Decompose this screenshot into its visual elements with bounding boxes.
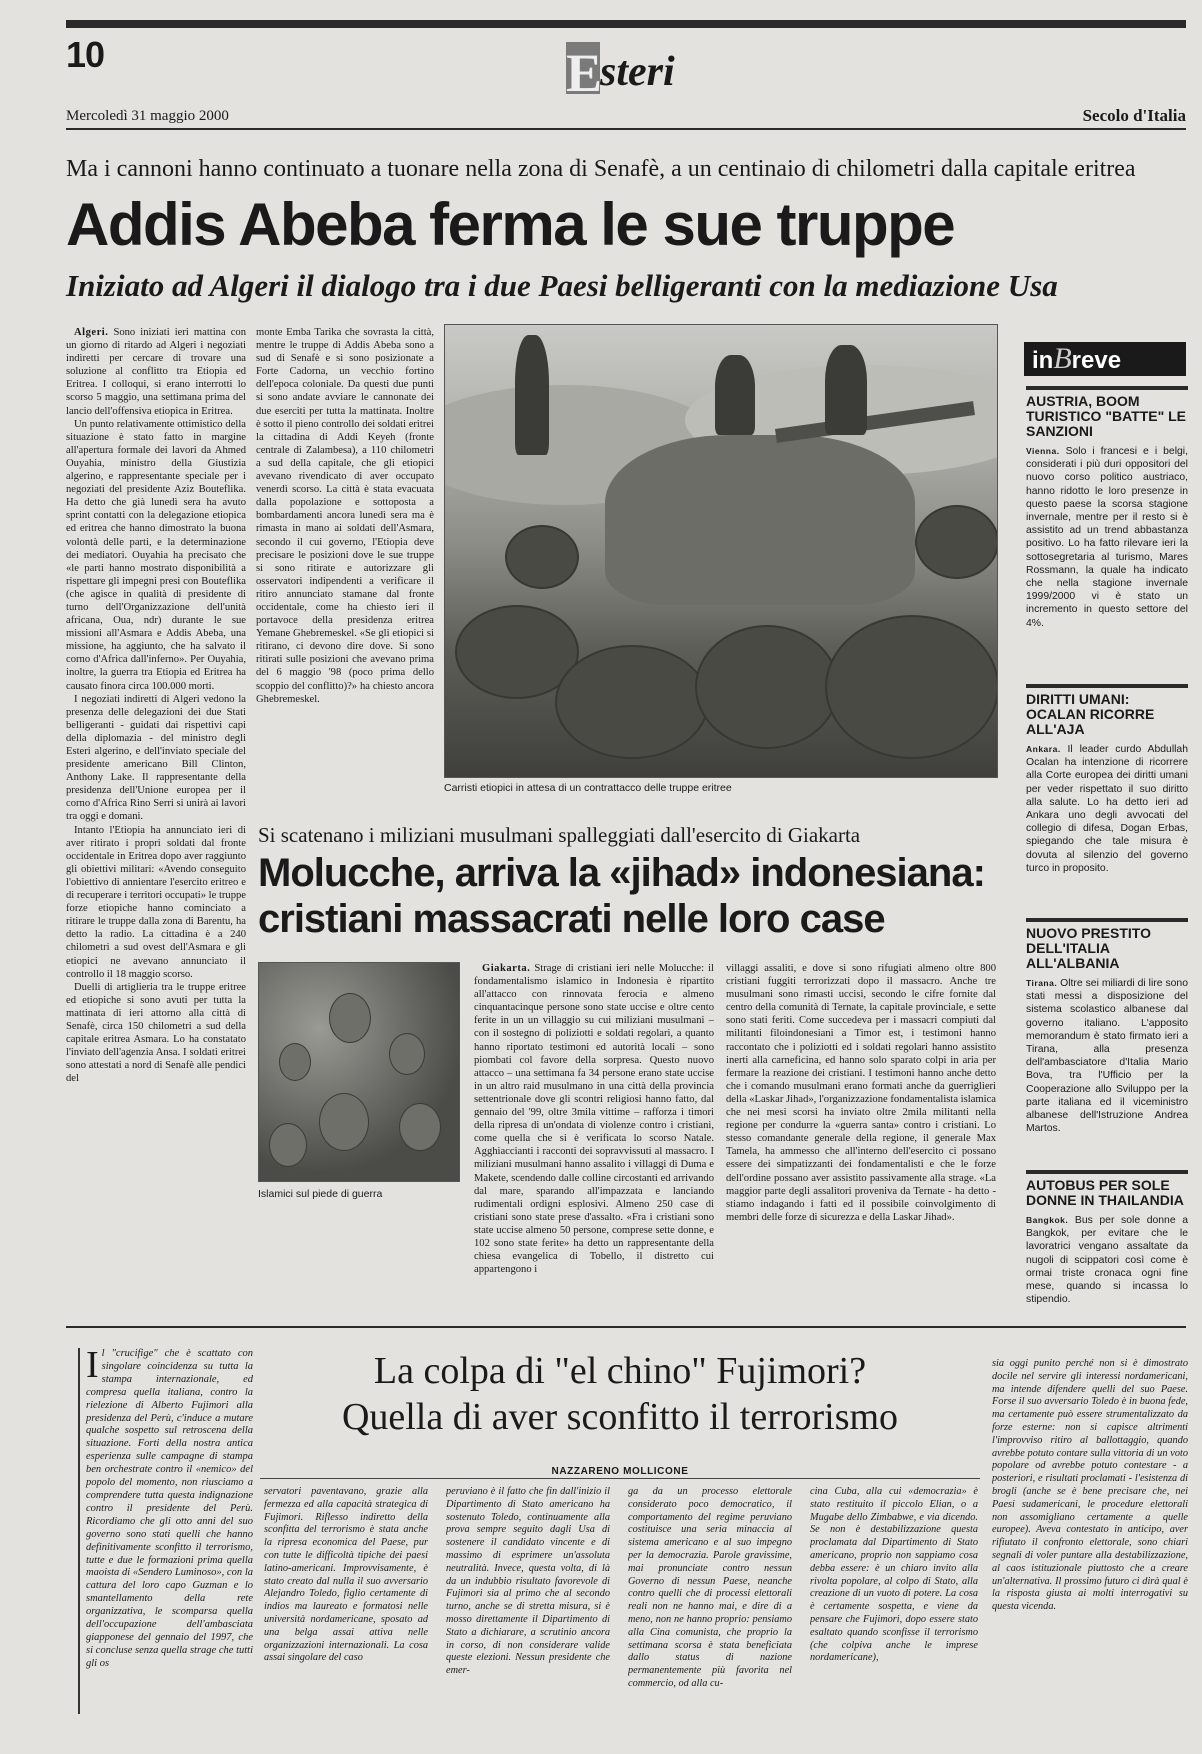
photo-figure: [319, 1093, 369, 1151]
opinion-column-2: [446, 1486, 610, 1722]
second-paragraph: villaggi assaliti, e dove si sono rifugiati almeno oltre 800 cristiani fuggiti terrorizzati dopo il massacro. Anche tre musulmani sono rimasti uccisi, secondo le cifre fornite dal centro della comunità di Ternate, la capitale provinciale, e sette sono stati feriti. Come succedeva per i massacri compiuti dal militanti filoindonesiani a Timor est, i testimoni hanno raccontato che i poliziotti ed i soldati regolari hanno assistito inerti alla carneficina, ed hanno solo sparato colpi in aria per fermare la reazione dei cristiani. I testimoni hanno anche detto che i comando musulmani erano formati anche da guerriglieri della «Laskar Jihad», l'organizzazione fondamentalista islamica che nei mesi scorsi ha inviato oltre 2mila militanti nella regione per condurre la «guerra santa» contro i cristiani. Lo stesso comandante generale della regione, il generale Max Tamela, ha ammesso che all'interno dell'esercito ci possano essere dei simpatizzanti dei fondamentalisti e che le forze dell'ordine possano aver assistito passivamente alla strage. «La maggior parte degli assalitori proveniva da Ternate - ha detto - stiamo indagando i fatti ed il possibile coinvolgimento di membri delle forze di sicurezza e della Laskar Jihad».: [726, 963, 996, 1223]
brief-title: AUTOBUS PER SOLE DONNE IN THAILANDIA: [1026, 1177, 1184, 1208]
brief-body: Il leader curdo Abdullah Ocalan ha intenzione di ricorrere alla Corte europea dei diritti umani per veder rispettato il suo diritto alla salute. Lo ha detto ieri ad Ankara uno degli avvocati del collegio di difesa, Dogan Erbas, spiegando che tale misura è dovuta al silenzio del governo turco in proposito.: [1026, 744, 1188, 874]
opinion-rule: [66, 1326, 1186, 1328]
brief-rule: [1026, 684, 1188, 688]
opinion-drop-cap: I: [86, 1348, 99, 1386]
second-column-1: [474, 962, 714, 1320]
brief-text: [1026, 977, 1188, 1135]
second-dateline: Giakarta.: [482, 963, 531, 974]
in-breve-b: B: [1053, 342, 1072, 375]
lead-text: Sono iniziati ieri mattina con un giorno di ritardo ad Algeri i negoziati indiretti per cercare di trovare una soluzione al conflitto tra Etiopia ed Eritrea. I colloqui, si erano interrotti lo scorso 5 maggio, una settimana prima del lancio dell'offensiva etiopica in Eritrea.: [66, 327, 246, 417]
brief-item: [1026, 1170, 1188, 1306]
lead-headline: Addis Abeba ferma le sue truppe: [66, 191, 955, 258]
top-rule: [66, 20, 1186, 28]
in-breve-sidebar: [1014, 324, 1186, 1364]
second-headline-line: Molucche, arriva la «jihad» indonesiana:: [258, 851, 985, 895]
opinion-title-line: Quella di aver sconfitto il terrorismo: [341, 1396, 899, 1438]
issue-date: Mercoledì 31 maggio 2000: [66, 108, 229, 124]
tank-photo: [444, 324, 998, 778]
brief-body: Solo i francesi e i belgi, considerati i più duri oppositori del nuovo corso politico austriaco, hanno ridotto le loro presenze in questo paese la scorsa stagione invernale, mentre per il resto si è assistito ad un trend abbastanza positivo. Lo ha fatto rilevare ieri la sottosegretaria al turismo, Mares Rossmann, la quale ha indicato che nella stagione invernale 1999/2000 vi è stato un incremento in questo settore del 4%.: [1026, 446, 1188, 629]
tank-photo-caption: Carristi etiopici in attesa di un contrattacco delle truppe eritree: [444, 782, 732, 794]
photo-soldier: [825, 345, 867, 435]
lead-subhead: Iniziato ad Algeri il dialogo tra i due Paesi belligeranti con la mediazione Usa: [66, 268, 1058, 303]
opinion-column-3: [628, 1486, 792, 1722]
lead-paragraph: [66, 326, 246, 418]
brief-title: AUSTRIA, BOOM TURISTICO "BATTE" LE SANZIONI: [1026, 393, 1187, 439]
photo-cactus: [555, 645, 709, 759]
opinion-paragraph: ga da un processo elettorale considerato poco democratico, il comportamento del regime peruviano costituisce una seria minaccia al sistema americano e al suo impegno per la democrazia. Parole gravissime, mai pronunciate contro nessun Governo di nessun Paese, neanche contro quelli che di processi elettorali reali non ne hanno mai, e dire di a meno, non ne hanno proprio: pensiamo alla Cina comunista, che proprio la settimana scorsa è stata beneficiata dallo status di nazione permanentemente più favorita nel commercio, od alla cu-: [628, 1486, 792, 1689]
opinion-paragraph: peruviano è il fatto che fin dall'inizio il Dipartimento di Stato americano ha sostenuto Toledo, continuamente alla prova sempre seguito dagli Usa di sostenere il candidato vincente e di massimo di esprimere un'assoluta neutralità. Invece, questa volta, di là da un indubbio risultato favorevole di Fujimori sia al primo che al secondo turno, anche se di stretta misura, si è mosso direttamente il Dipartimento di Stato a dichiarare, a scrutinio ancora in corso, di non considerare valide queste elezioni. Nessun presidente che emer-: [446, 1486, 610, 1677]
second-column-2: [726, 962, 996, 1320]
opinion-paragraph: cina Cuba, alla cui «democrazia» è stato restituito il piccolo Elian, o a Mugabe dello Zimbabwe, e via dicendo. Se non è destabilizzazione questa proclamata dal Dipartimento di Stato americano, proprio non sappiamo cosa debba essere: è un chiaro invito alla rivolta popolare, al colpo di Stato, alla creazione di un vuoto di potere. La cosa è certamente sospetta, e viene da pensare che Fujimori, dopo essere stato esaltato quando sconfisse il terrorismo (che colpiva anche le imprese nordamericane),: [810, 1486, 978, 1664]
brief-text: [1026, 1214, 1188, 1306]
brief-dateline: Tirana.: [1026, 978, 1058, 988]
brief-title: DIRITTI UMANI: OCALAN RICORRE ALL'AJA: [1026, 691, 1155, 737]
lead-kicker: Ma i cannoni hanno continuato a tuonare nella zona di Senafè, a un centinaio di chilometri dalla capitale eritrea: [66, 156, 1136, 182]
lead-paragraph: Duelli di artiglieria tra le truppe eritree ed etiopiche si sono avuti per tutta la mattinata di ieri attorno alla città di Senafè, circa 150 chilometri a sud della capitale eritrea Asmara. Lo ha constatato l'inviato dell'agenzia Ansa. I soldati eritrei sono attestati a nord di Senafè alle pendici del: [66, 981, 246, 1085]
lead-paragraph: Intanto l'Etiopia ha annunciato ieri di aver ritirato i propri soldati dal fronte occidentale in Eritrea dopo aver raggiunto gli obiettivi militari: «Avendo conseguito l'obiettivo di annientare l'esercito eritreo e di recuperare i territori occupati» le truppe forze etiopiche hanno cominciato a ritirare le truppe dalla zona di Barentu, ha detto la radio. La cittadina è a 240 chilometri a sud ovest dell'Asmara e gli etiopici ne avevano annunciato il controllo il 18 maggio scorso.: [66, 824, 246, 980]
lead-column-1: [66, 326, 246, 1188]
crowd-photo: [258, 962, 460, 1182]
opinion-column-4: [810, 1486, 978, 1722]
opinion-right-column: sia oggi punito perché non si è dimostrato docile nel servire gli interessi nordamericani, ma intende difendere quelli del suo Paese. Forse il suo avversario Toledo è in buona fede, ma certamente può essere strumentalizzato da forze esterne: non si capisce altrimenti l'improvviso ritiro al ballottaggio, quando avrebbe potuto contare sulla vittoria di un voto popolare od avrebbe potuto contestare - a posteriori, e risultati proclamati - l'esistenza di brogli (anche se è bene precisare che, nei Paesi sudamericani, le procedure elettorali non assomigliano certamente a quelle europee). Aveva contestato in anticipo, aver rifiutato il confronto elettorale, sono chiari segnali di voler puntare alla destabilizzazione, al caos istituzionale piuttosto che a creare un'alternativa. Il prossimo futuro ci dirà qual è la risposta giusta ai molti interrogativi su questa vicenda.: [992, 1358, 1188, 1613]
photo-soldier: [515, 335, 549, 455]
opinion-intro-text: l "crucifige" che è scattato con singolare coincidenza su tutta la stampa internazionale, ed compresa quella italiana, contro la rielezione di Alberto Fujimori alla presidenza del Perù, c'induce a mutare qualche sospetto sul retroscena della situazione. Forti della nostra antica esperienza sulle campagne di stampa ben orchestrate contro il «nemico» del popolo del momento, non riusciamo a comprendere tutta questa indignazione contro il presidente del Perù. Ricordiamo che gli otto anni del suo governo sono stati quelli che hanno definitivamente sconfitto il terrorismo, tutte e due le formazioni prima quella maoista di «Sendero Luminoso», con la cattura del loro capo Guzman e lo smantellamento della rete organizzativa, le scomparsa quella dell'occupazione dell'ambasciata giapponese del gennaio del 1997, che si concluse senza quella strage che tutti gli os: [86, 1348, 253, 1669]
photo-cactus: [695, 625, 839, 749]
brief-body: Oltre sei miliardi di lire sono stati messi a disposizione del sistema scolastico albanese dal governo italiano. L'apposito memorandum è stato firmato ieri a Tirana, alla presenza dell'ambasciatore d'Italia Mario Bova, tra l'Ufficio per la Cooperazione allo Sviluppo per la parte italiana ed il viceministro albanese dell'Istruzione Andrea Martos.: [1026, 978, 1188, 1135]
opinion-paragraph: servatori paventavano, grazie alla fermezza ed alla capacità strategica di Fujimori. Riflesso indiretto della sconfitta del terrorismo è stata anche la ripresa economica del Paese, pur con tutte le difficoltà tipiche dei paesi latino-americani. Improvvisamente, è stato creato dal nulla il suo avversario Alejandro Toledo, figlio certamente di indios ma laureato e formatosi nelle università nordamericane, sposato ad una belga assai attiva nelle organizzazioni internazionali. La cosa assai singolare del caso: [264, 1486, 428, 1664]
brief-rule: [1026, 1170, 1188, 1174]
brief-body: Bus per sole donne a Bangkok, per evitare che le lavoratrici vengano assaltate da nugoli di scippatori così come è ormai triste cronaca ogni fine mese, quando si incassa lo stipendio.: [1026, 1215, 1188, 1306]
section-name: steri: [600, 49, 675, 95]
brief-item: [1026, 684, 1188, 875]
page-number: 10: [66, 34, 105, 75]
opinion-intro: [78, 1348, 253, 1714]
brief-dateline: Vienna.: [1026, 446, 1060, 456]
in-breve-label: [1024, 342, 1186, 376]
in-breve-in: in: [1032, 347, 1054, 374]
photo-figure: [329, 993, 371, 1043]
brief-rule: [1026, 386, 1188, 390]
brief-item: [1026, 918, 1188, 1135]
lead-column-2: [256, 326, 434, 798]
opinion-byline: NAZZARENO MOLLICONE: [551, 1466, 689, 1477]
section-title: [566, 43, 675, 103]
photo-soldier: [715, 355, 755, 435]
second-headline-line: cristiani massacrati nelle loro case: [258, 897, 885, 941]
second-paragraph: [474, 962, 714, 1276]
brief-item: [1026, 386, 1188, 630]
lead-paragraph: monte Emba Tarika che sovrasta la città, mentre le truppe di Addis Abeba sono a sud di Senafè e si sono posizionate a Forte Cadorna, un vecchio fortino dell'epoca coloniale. Da questi due punti si sono andate avviare le cannonate dei due eserciti per tutta la mattinata. Inoltre è sotto il pieno controllo dei soldati eritrei la cittadina di Addi Keyeh (fronte centrale di Zalambesa), a 110 chilometri a sud della capitale, che gli etiopici avevano rivendicato di aver occupato venerdì scorso. La città è stata evacuata dalla popolazione e sottoposta a bombardamenti ancora lunedì sera ma è rimasta in mano ai soldati dell'Asmara, secondo il cui governo, l'Etiopia deve precisare le posizioni dove le sue truppe si sono ritirate e autorizzare gli osservatori indipendenti a verificare il ritiro annunciato stamane dal fronte occidentale, come ha chiesto ieri il portavoce della presidenza eritrea Yemane Ghebremeskel. «Se gli etiopici si ritirano, ci devono dire dove. Si sono ritirati sulle posizioni che avevano prima del 6 maggio '98 (poco prima dello scoppio del conflitto)?» ha chiesto ancora Ghebremeskel.: [256, 327, 434, 705]
opinion-column-1: [264, 1486, 428, 1722]
second-text: Strage di cristiani ieri nelle Molucche: il fondamentalismo islamico in Indonesia è ripartito all'attacco con rinnovata ferocia e almeno cinquantacinque persone sono state uccise e oltre cento ferite in un un villaggio su cui miliziani musulmani – con il sostegno di poliziotti e soldati regolari, a quanto hanno riportato testimoni ed autorità locali – sono piombati col favore della sorpresa. Questo nuovo attacco – una settimana fa 34 persone erano state uccise in un altro raid musulmano in una città della provincia settentrionale dove gli scontri religiosi hanno fatto, dal gennaio del '99, oltre 3mila vittime – rafforza i timori della ripresa di un'ondata di violenze contro i cristiani, come quella che si è verificata lo scorso Natale. Agghiaccianti i racconti dei sopravvissuti al massacro. I miliziani musulmani hanno assalito i villaggi di Duma e Makete, scendendo dalle colline circostanti ed arrivando dal mare, sparando all'impazzata e lanciando rudimentali ordigni esplosivi. Almeno 250 case di cristiani sono state prese d'assalto. «Fra i cristiani sono state uccise almeno 50 persone, comprese sette donne, e 102 sono state ferite» ha detto un rappresentante della chiesa evangelica di Tobello, il distretto cui appartengono i: [474, 963, 714, 1276]
photo-figure: [279, 1043, 311, 1081]
brief-text: [1026, 445, 1188, 630]
crowd-photo-caption: Islamici sul piede di guerra: [258, 1188, 383, 1200]
opinion-title: [260, 1348, 980, 1440]
lead-paragraph: Un punto relativamente ottimistico della situazione è stato fatto in margine all'apertura formale dei lavori da Ahmed Ouyahia, ministro della Giustizia algerino, e rappresentante speciale per i negoziati del presidente Aziz Bouteflika. Ha detto che già lunedì sera ha avuto sprint contatti con la delegazione etiopica ed eritrea che hanno dimostrato la buona volontà delle parti, e la determinazione dei mediatori. Ouyahia ha precisato che «le parti hanno mostrato disponibilità a rispettare gli impegni presi con Bouteflika (che agisce in qualità di presidente di turno dell'Organizzazione dell'unità africana, Oua, ndr) durante le sue missioni all'Asmara e Addis Abeba, una missione, ha aggiunto, che ha salvato il corno d'Africa dall'inferno». Per Ouyahia, inoltre, la guerra tra Etiopia ed Eritrea ha causato finora circa 100.000 morti.: [66, 418, 246, 692]
brief-rule: [1026, 918, 1188, 922]
photo-figure: [269, 1123, 307, 1167]
newspaper-name: Secolo d'Italia: [1082, 106, 1186, 125]
photo-cactus: [915, 505, 998, 579]
photo-tank: [605, 435, 915, 605]
byline-rule: [260, 1478, 980, 1479]
brief-title: NUOVO PRESTITO DELL'ITALIA ALL'ALBANIA: [1026, 925, 1151, 971]
brief-text: [1026, 743, 1188, 875]
photo-figure: [389, 1033, 425, 1075]
second-headline: [258, 850, 985, 942]
opinion-title-line: La colpa di "el chino" Fujimori?: [373, 1350, 867, 1392]
in-breve-rest: reve: [1071, 347, 1122, 374]
photo-cactus: [825, 615, 998, 759]
second-kicker: Si scatenano i miliziani musulmani spalleggiati dall'esercito di Giakarta: [258, 823, 861, 847]
photo-cactus: [505, 525, 579, 589]
brief-dateline: Bangkok.: [1026, 1215, 1069, 1225]
brief-dateline: Ankara.: [1026, 744, 1061, 754]
masthead-rule: [66, 128, 1186, 130]
lead-dateline: Algeri.: [74, 327, 109, 338]
photo-figure: [399, 1103, 441, 1151]
lead-paragraph: I negoziati indiretti di Algeri vedono la presenza delle delegazioni dei due Stati belligeranti - guidati dai rispettivi capi della diplomazia - del ministro degli Esteri algerino, e dell'inviato speciale del presidente americano Bill Clinton, Anthony Lake. Il rappresentante della presidenza dell'Unione europea per il corno d'Africa Rino Serri si unirà ai lavori tra oggi e domani.: [66, 693, 246, 823]
section-initial: E: [566, 43, 603, 103]
